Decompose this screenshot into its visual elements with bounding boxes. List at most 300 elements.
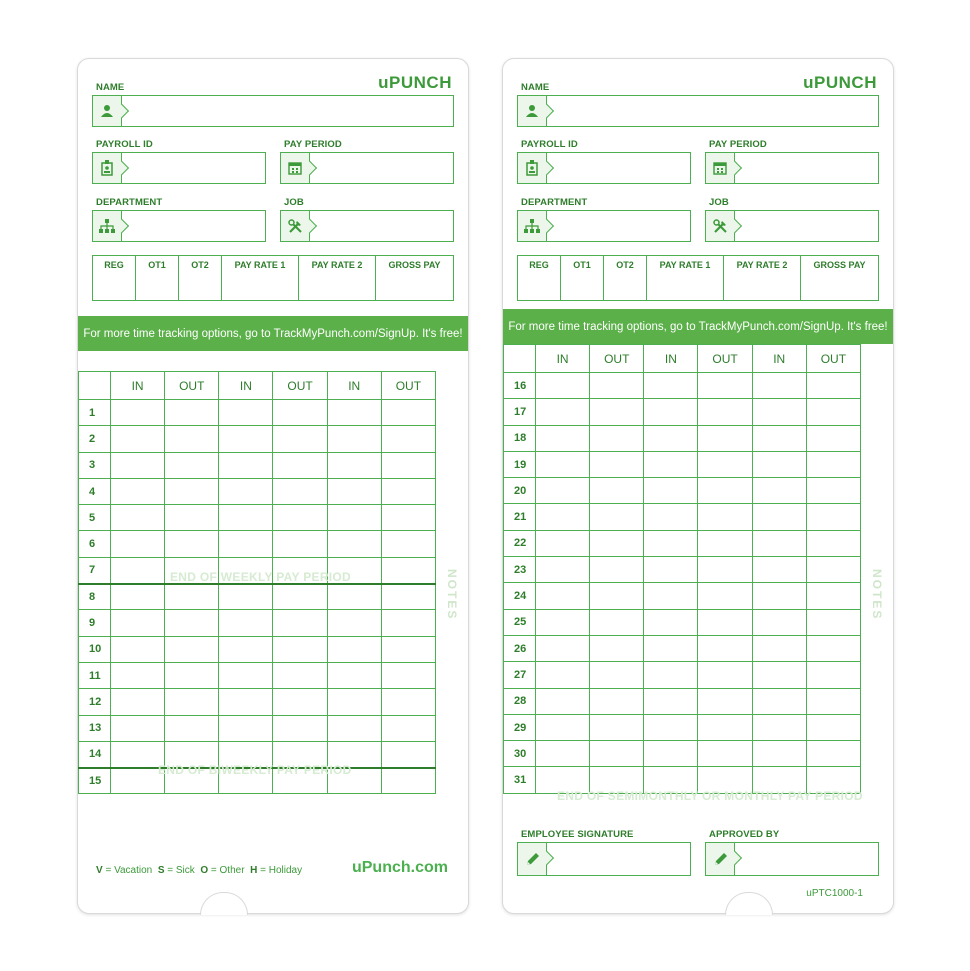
legend xyxy=(96,865,302,876)
pay-col-pay-rate-2[interactable]: PAY RATE 2 xyxy=(299,256,376,300)
approved-by-field[interactable] xyxy=(705,842,879,876)
payroll-id-label: PAYROLL ID xyxy=(521,139,578,150)
punch-cell[interactable] xyxy=(327,505,381,531)
day-row xyxy=(504,609,861,635)
punch-cell[interactable] xyxy=(327,478,381,504)
punch-cell[interactable] xyxy=(644,373,698,399)
punch-cell[interactable] xyxy=(536,451,590,477)
punch-cell[interactable] xyxy=(806,557,860,583)
grid-header-out: OUT xyxy=(165,372,219,400)
punch-cell[interactable] xyxy=(327,662,381,688)
punch-cell[interactable] xyxy=(590,373,644,399)
punch-cell[interactable] xyxy=(644,530,698,556)
day-row xyxy=(504,688,861,714)
punch-cell[interactable] xyxy=(536,714,590,740)
pay-col-pay-rate-2[interactable]: PAY RATE 2 xyxy=(724,256,801,300)
punch-cell[interactable] xyxy=(806,635,860,661)
punch-cell[interactable] xyxy=(273,715,327,741)
punch-cell[interactable] xyxy=(536,662,590,688)
legend-code: H xyxy=(250,865,258,876)
punch-cell[interactable] xyxy=(644,635,698,661)
punch-cell[interactable] xyxy=(590,504,644,530)
punch-cell[interactable] xyxy=(644,688,698,714)
punch-cell[interactable] xyxy=(590,741,644,767)
punch-cell[interactable] xyxy=(327,452,381,478)
punch-cell[interactable] xyxy=(590,688,644,714)
punch-cell[interactable] xyxy=(644,609,698,635)
org-chart-icon xyxy=(518,211,547,241)
name-field[interactable] xyxy=(517,95,879,127)
punch-cell[interactable] xyxy=(590,662,644,688)
punch-cell[interactable] xyxy=(327,689,381,715)
punch-cell[interactable] xyxy=(698,635,752,661)
punch-cell[interactable] xyxy=(590,714,644,740)
punch-cell[interactable] xyxy=(752,662,806,688)
punch-cell[interactable] xyxy=(273,478,327,504)
grid-header-in: IN xyxy=(219,372,273,400)
punch-cell[interactable] xyxy=(381,452,435,478)
pay-col-gross-pay[interactable]: GROSS PAY xyxy=(388,260,441,270)
grid-header-out: OUT xyxy=(590,345,644,373)
day-number: 12 xyxy=(79,689,111,715)
day-number: 25 xyxy=(504,609,536,635)
day-number: 5 xyxy=(79,505,111,531)
day-row xyxy=(504,504,861,530)
pay-summary-table xyxy=(92,255,454,301)
tools-icon xyxy=(706,211,735,241)
punch-cell[interactable] xyxy=(111,636,165,662)
punch-cell[interactable] xyxy=(381,531,435,557)
day-number: 7 xyxy=(79,557,111,583)
grid-header-out: OUT xyxy=(381,372,435,400)
day-number: 1 xyxy=(79,400,111,426)
legend-text: = Other xyxy=(210,865,245,876)
punch-cell[interactable] xyxy=(536,635,590,661)
punch-cell[interactable] xyxy=(590,425,644,451)
day-row xyxy=(79,689,436,715)
punch-cell[interactable] xyxy=(806,504,860,530)
pay-period-field[interactable] xyxy=(280,152,454,184)
payroll-id-field[interactable] xyxy=(92,152,266,184)
pay-col-pay-rate-1[interactable]: PAY RATE 1 xyxy=(222,256,299,300)
punch-cell[interactable] xyxy=(219,478,273,504)
punch-cell[interactable] xyxy=(698,399,752,425)
punch-cell[interactable] xyxy=(806,609,860,635)
punch-cell[interactable] xyxy=(381,610,435,636)
grid-header-blank xyxy=(79,372,111,400)
day-number: 13 xyxy=(79,715,111,741)
punch-cell[interactable] xyxy=(644,478,698,504)
punch-cell[interactable] xyxy=(644,399,698,425)
punch-cell[interactable] xyxy=(536,557,590,583)
calendar-icon xyxy=(706,153,735,183)
punch-cell[interactable] xyxy=(219,636,273,662)
punch-cell[interactable] xyxy=(111,610,165,636)
punch-cell[interactable] xyxy=(590,635,644,661)
legend-text: = Vacation xyxy=(105,865,153,876)
day-number: 20 xyxy=(504,478,536,504)
pay-col-ot1[interactable]: OT1 xyxy=(136,256,179,300)
punch-cell[interactable] xyxy=(752,373,806,399)
day-row xyxy=(79,400,436,426)
punch-cell[interactable] xyxy=(165,636,219,662)
punch-cell[interactable] xyxy=(536,425,590,451)
day-row xyxy=(79,426,436,452)
punch-cell[interactable] xyxy=(806,530,860,556)
punch-cell[interactable] xyxy=(381,478,435,504)
punch-cell[interactable] xyxy=(644,557,698,583)
day-row xyxy=(504,741,861,767)
punch-cell[interactable] xyxy=(219,400,273,426)
punch-cell[interactable] xyxy=(536,741,590,767)
punch-cell[interactable] xyxy=(327,610,381,636)
punch-cell[interactable] xyxy=(273,662,327,688)
punch-cell[interactable] xyxy=(698,714,752,740)
calendar-icon xyxy=(281,153,310,183)
punch-cell[interactable] xyxy=(111,452,165,478)
legend-code: O xyxy=(200,865,209,876)
punch-cell[interactable] xyxy=(111,662,165,688)
punch-cell[interactable] xyxy=(111,741,165,767)
punch-cell[interactable] xyxy=(590,530,644,556)
day-number: 21 xyxy=(504,504,536,530)
punch-cell[interactable] xyxy=(273,531,327,557)
job-field[interactable] xyxy=(705,210,879,242)
punch-cell[interactable] xyxy=(273,584,327,610)
day-row xyxy=(79,452,436,478)
day-number: 30 xyxy=(504,741,536,767)
pay-col-ot2[interactable]: OT2 xyxy=(179,256,222,300)
punch-cell[interactable] xyxy=(111,505,165,531)
grid-header-in: IN xyxy=(752,345,806,373)
punch-cell[interactable] xyxy=(752,583,806,609)
employee-signature-field[interactable] xyxy=(517,842,691,876)
punch-cell[interactable] xyxy=(752,425,806,451)
day-row xyxy=(504,530,861,556)
punch-cell[interactable] xyxy=(165,689,219,715)
punch-cell[interactable] xyxy=(806,478,860,504)
punch-cell[interactable] xyxy=(111,400,165,426)
day-number: 6 xyxy=(79,531,111,557)
day-number: 24 xyxy=(504,583,536,609)
pay-period-label: PAY PERIOD xyxy=(709,139,767,150)
semimonthly-period-marker: END OF SEMIMONTHLY OR MONTHLY PAY PERIOD xyxy=(557,789,863,803)
punch-cell[interactable] xyxy=(536,399,590,425)
department-label: DEPARTMENT xyxy=(521,197,588,208)
punch-cell[interactable] xyxy=(111,426,165,452)
punch-cell[interactable] xyxy=(111,478,165,504)
name-label: NAME xyxy=(521,82,550,93)
id-badge-icon xyxy=(93,153,122,183)
punch-cell[interactable] xyxy=(698,557,752,583)
pen-icon xyxy=(518,843,547,875)
person-icon xyxy=(93,96,122,126)
punch-cell[interactable] xyxy=(165,584,219,610)
punch-cell[interactable] xyxy=(536,688,590,714)
punch-cell[interactable] xyxy=(698,530,752,556)
punch-cell[interactable] xyxy=(111,689,165,715)
day-row xyxy=(79,610,436,636)
punch-cell[interactable] xyxy=(644,714,698,740)
punch-cell[interactable] xyxy=(806,688,860,714)
grid-header-in: IN xyxy=(536,345,590,373)
punch-cell[interactable] xyxy=(536,478,590,504)
punch-cell[interactable] xyxy=(806,714,860,740)
punch-cell[interactable] xyxy=(752,478,806,504)
pay-col-reg[interactable]: REG xyxy=(518,256,561,300)
punch-cell[interactable] xyxy=(381,741,435,767)
punch-cell[interactable] xyxy=(590,583,644,609)
notes-label: NOTES xyxy=(445,569,459,621)
punch-cell[interactable] xyxy=(806,741,860,767)
punch-cell[interactable] xyxy=(219,689,273,715)
punch-cell[interactable] xyxy=(273,452,327,478)
punch-cell[interactable] xyxy=(219,452,273,478)
legend-code: S xyxy=(157,865,165,876)
grid-header-out: OUT xyxy=(806,345,860,373)
day-row xyxy=(79,715,436,741)
punch-cell[interactable] xyxy=(219,662,273,688)
website-link[interactable]: uPunch.com xyxy=(351,859,448,876)
punch-cell[interactable] xyxy=(381,662,435,688)
punch-cell[interactable] xyxy=(752,557,806,583)
day-row xyxy=(504,478,861,504)
punch-cell[interactable] xyxy=(219,610,273,636)
punch-cell[interactable] xyxy=(644,425,698,451)
day-number: 10 xyxy=(79,636,111,662)
day-number: 3 xyxy=(79,452,111,478)
punch-cell[interactable] xyxy=(165,505,219,531)
approved-by-label: APPROVED BY xyxy=(709,829,780,840)
punch-cell[interactable] xyxy=(698,688,752,714)
punch-cell[interactable] xyxy=(219,426,273,452)
punch-cell[interactable] xyxy=(752,530,806,556)
punch-cell[interactable] xyxy=(644,583,698,609)
punch-cell[interactable] xyxy=(698,504,752,530)
day-row xyxy=(79,584,436,610)
day-number: 29 xyxy=(504,714,536,740)
day-number: 8 xyxy=(79,584,111,610)
punch-cell[interactable] xyxy=(590,478,644,504)
punch-cell[interactable] xyxy=(806,451,860,477)
punch-cell[interactable] xyxy=(806,662,860,688)
punch-cell[interactable] xyxy=(327,715,381,741)
punch-cell[interactable] xyxy=(381,768,435,794)
card-notch xyxy=(200,892,248,915)
punch-cell[interactable] xyxy=(327,400,381,426)
punch-cell[interactable] xyxy=(273,426,327,452)
punch-cell[interactable] xyxy=(111,715,165,741)
promo-banner: For more time tracking options, go to TrackMyPunch.com/SignUp. It's free! xyxy=(78,316,468,351)
pay-col-gross-pay[interactable]: GROSS PAY xyxy=(813,260,866,270)
pay-summary-table xyxy=(517,255,879,301)
punch-cell[interactable] xyxy=(590,451,644,477)
day-row xyxy=(79,478,436,504)
pay-col-ot2[interactable]: OT2 xyxy=(604,256,647,300)
punch-cell[interactable] xyxy=(111,768,165,794)
day-number: 16 xyxy=(504,373,536,399)
pay-col-reg[interactable]: REG xyxy=(93,256,136,300)
day-number: 26 xyxy=(504,635,536,661)
day-number: 28 xyxy=(504,688,536,714)
punch-cell[interactable] xyxy=(536,583,590,609)
day-row xyxy=(504,451,861,477)
name-label: NAME xyxy=(96,82,125,93)
punch-cell[interactable] xyxy=(219,505,273,531)
punch-cell[interactable] xyxy=(752,609,806,635)
punch-cell[interactable] xyxy=(536,504,590,530)
grid-header-blank xyxy=(504,345,536,373)
punch-cell[interactable] xyxy=(381,584,435,610)
punch-cell[interactable] xyxy=(698,583,752,609)
day-number: 22 xyxy=(504,530,536,556)
day-row xyxy=(504,583,861,609)
punch-cell[interactable] xyxy=(698,741,752,767)
punch-cell[interactable] xyxy=(165,452,219,478)
punch-cell[interactable] xyxy=(698,451,752,477)
person-icon xyxy=(518,96,547,126)
day-row xyxy=(504,425,861,451)
org-chart-icon xyxy=(93,211,122,241)
punch-cell[interactable] xyxy=(165,400,219,426)
job-field[interactable] xyxy=(280,210,454,242)
day-row xyxy=(79,636,436,662)
pay-col-pay-rate-1[interactable]: PAY RATE 1 xyxy=(647,256,724,300)
punch-cell[interactable] xyxy=(644,662,698,688)
punch-cell[interactable] xyxy=(165,531,219,557)
punch-cell[interactable] xyxy=(381,505,435,531)
day-number: 27 xyxy=(504,662,536,688)
job-label: JOB xyxy=(709,197,729,208)
punch-cell[interactable] xyxy=(273,689,327,715)
day-number: 23 xyxy=(504,557,536,583)
punch-cell[interactable] xyxy=(752,451,806,477)
punch-cell[interactable] xyxy=(219,584,273,610)
punch-cell[interactable] xyxy=(327,426,381,452)
day-row xyxy=(504,662,861,688)
punch-cell[interactable] xyxy=(381,557,435,583)
upunch-logo: uPUNCH xyxy=(378,73,452,92)
upunch-logo: uPUNCH xyxy=(803,73,877,92)
punch-cell[interactable] xyxy=(752,688,806,714)
punch-cell[interactable] xyxy=(752,635,806,661)
pen-icon xyxy=(706,843,735,875)
day-row xyxy=(504,557,861,583)
punch-cell[interactable] xyxy=(165,610,219,636)
payroll-id-field[interactable] xyxy=(517,152,691,184)
punch-cell[interactable] xyxy=(806,399,860,425)
grid-header-out: OUT xyxy=(273,372,327,400)
punch-cell[interactable] xyxy=(752,399,806,425)
punch-cell[interactable] xyxy=(165,662,219,688)
day-row xyxy=(504,714,861,740)
punch-cell[interactable] xyxy=(590,557,644,583)
punch-cell[interactable] xyxy=(165,426,219,452)
punch-grid-right xyxy=(503,344,861,794)
punch-cell[interactable] xyxy=(327,584,381,610)
punch-cell[interactable] xyxy=(327,531,381,557)
punch-cell[interactable] xyxy=(381,636,435,662)
legend-text: = Sick xyxy=(167,865,195,876)
day-number: 31 xyxy=(504,767,536,793)
punch-cell[interactable] xyxy=(698,425,752,451)
legend-text: = Holiday xyxy=(260,865,303,876)
punch-cell[interactable] xyxy=(806,583,860,609)
punch-cell[interactable] xyxy=(273,610,327,636)
day-row xyxy=(504,399,861,425)
punch-cell[interactable] xyxy=(536,609,590,635)
punch-cell[interactable] xyxy=(752,504,806,530)
day-row xyxy=(79,505,436,531)
punch-cell[interactable] xyxy=(381,715,435,741)
pay-period-label: PAY PERIOD xyxy=(284,139,342,150)
grid-header-in: IN xyxy=(327,372,381,400)
name-field[interactable] xyxy=(92,95,454,127)
punch-cell[interactable] xyxy=(111,531,165,557)
punch-cell[interactable] xyxy=(111,557,165,583)
punch-cell[interactable] xyxy=(806,425,860,451)
punch-cell[interactable] xyxy=(381,689,435,715)
punch-cell[interactable] xyxy=(111,584,165,610)
punch-cell[interactable] xyxy=(698,609,752,635)
punch-cell[interactable] xyxy=(273,400,327,426)
punch-cell[interactable] xyxy=(752,714,806,740)
punch-cell[interactable] xyxy=(644,504,698,530)
promo-banner: For more time tracking options, go to TrackMyPunch.com/SignUp. It's free! xyxy=(503,309,893,344)
grid-header-in: IN xyxy=(111,372,165,400)
punch-cell[interactable] xyxy=(644,741,698,767)
punch-cell[interactable] xyxy=(698,373,752,399)
legend-code: V xyxy=(96,865,103,876)
punch-cell[interactable] xyxy=(590,609,644,635)
punch-cell[interactable] xyxy=(644,451,698,477)
pay-period-field[interactable] xyxy=(705,152,879,184)
day-number: 9 xyxy=(79,610,111,636)
punch-cell[interactable] xyxy=(590,399,644,425)
day-number: 18 xyxy=(504,425,536,451)
punch-cell[interactable] xyxy=(536,530,590,556)
notes-label: NOTES xyxy=(870,569,884,621)
punch-cell[interactable] xyxy=(381,400,435,426)
day-row xyxy=(504,635,861,661)
punch-cell[interactable] xyxy=(273,636,327,662)
department-field[interactable] xyxy=(517,210,691,242)
weekly-period-marker: END OF WEEKLY PAY PERIOD xyxy=(170,570,352,584)
punch-cell[interactable] xyxy=(698,662,752,688)
punch-cell[interactable] xyxy=(698,478,752,504)
department-field[interactable] xyxy=(92,210,266,242)
punch-cell[interactable] xyxy=(219,531,273,557)
punch-cell[interactable] xyxy=(327,636,381,662)
pay-col-ot1[interactable]: OT1 xyxy=(561,256,604,300)
grid-header-row xyxy=(504,345,861,373)
punch-cell[interactable] xyxy=(536,373,590,399)
punch-cell[interactable] xyxy=(165,715,219,741)
day-row xyxy=(79,662,436,688)
job-label: JOB xyxy=(284,197,304,208)
punch-cell[interactable] xyxy=(165,478,219,504)
punch-cell[interactable] xyxy=(219,715,273,741)
biweekly-period-marker: END OF BIWEEKLY PAY PERIOD xyxy=(158,763,352,777)
punch-cell[interactable] xyxy=(273,505,327,531)
grid-header-out: OUT xyxy=(698,345,752,373)
punch-cell[interactable] xyxy=(381,426,435,452)
day-row xyxy=(504,373,861,399)
punch-cell[interactable] xyxy=(752,741,806,767)
grid-header-in: IN xyxy=(644,345,698,373)
id-badge-icon xyxy=(518,153,547,183)
punch-cell[interactable] xyxy=(806,373,860,399)
